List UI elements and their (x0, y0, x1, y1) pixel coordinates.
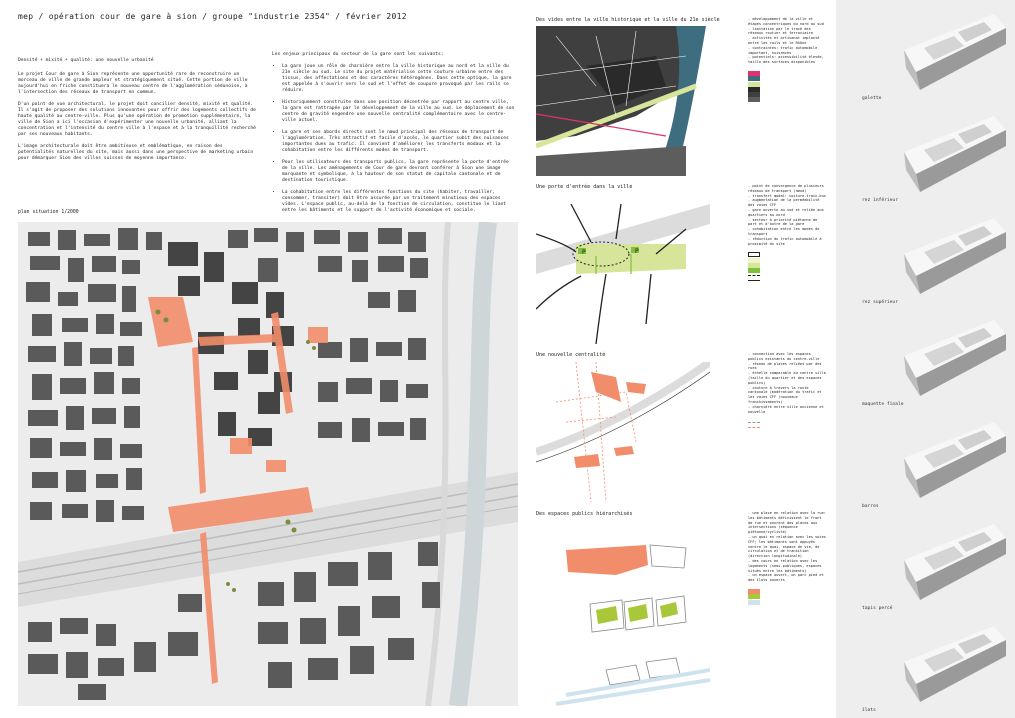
section-3-diagram (536, 362, 710, 502)
legend-item (748, 278, 828, 283)
section-2-title: Une porte d'entrée dans la ville (536, 184, 633, 190)
section-2-legend (748, 252, 828, 283)
section-3-title: Une nouvelle centralité (536, 352, 606, 358)
legend-swatch (748, 252, 760, 257)
site-plan-drawing (18, 222, 518, 706)
enjeux-item: • La gare joue un rôle de charnière entre la ville historique au nord et la ville du 21e siècle au sud. Le site du projet matérialise cette couture urbaine entre des tissus, des affectations et des caractères hétérogènes. Dans cette optique, la gare est appelée à s'ouvrir vers le sud et l'effet de coupure provoqué par les rails se réduire. (282, 64, 517, 94)
intro-column (18, 58, 258, 168)
model-label: maquette finale (862, 402, 904, 407)
plan-label: plan situation 1/2000 (18, 210, 79, 215)
intro-paragraph-3: L'image architecturale doit être ambitieuse et emblématique, en raison des potentialités naturelles du site, mais aussi dans une perspective de marketing urbain pour démarquer Sion des villes suisses de moyenne importance. (18, 144, 254, 161)
legend-swatch (748, 82, 760, 87)
model-image (894, 416, 1008, 506)
enjeux-column (272, 52, 517, 220)
enjeux-list (272, 64, 517, 214)
section-2-bullets: - point de convergence de plusieurs réseaux de transport (nœud) - transfert modal: voiture-train-bus - augmentation de la perméabilité des voies CFF - gare ouverte au sud et reliée aux quartiers au nord - secteur à priorité piétonne de part et d'autre de la gare - cohabitation entre les modes de transport - réduction du trafic automobile à proximité du site (748, 184, 826, 246)
section-1-legend (748, 71, 828, 103)
enjeux-heading: Les enjeux principaux du secteur de la gare sont les suivants: (272, 52, 444, 57)
section-1-text (748, 17, 828, 103)
section-1-diagram (536, 26, 710, 176)
section-4-diagram (536, 520, 710, 710)
section-2-text (748, 184, 828, 283)
intro-heading: Densité + mixité + qualité: une nouvelle urbanité (18, 58, 154, 63)
legend-item (748, 425, 828, 430)
legend-swatch (748, 92, 760, 97)
section-4-drawing (536, 520, 710, 710)
section-1-title: Des vides entre la ville historique et la ville du 21e siècle (536, 17, 720, 23)
enjeux-item: • Historiquement construite dans une position décentrée par rapport au centre ville, la gare est rattrapée par le développement de la ville au sud. Le déplacement de son centre de gravité engendre une nouvelle centralité complémentaire avec le centre-ville actuel. (282, 100, 517, 124)
enjeux-item: • La gare et ses abords directs sont le nœud principal des réseaux de transport de l'agglomération. Très attractif et facile d'accès, le quartier subit des nuisances importantes dues au trafic. Il convient d'améliorer les transferts modaux et la cohabitation entre les différents modes de transport. (282, 130, 517, 154)
legend-item (748, 600, 828, 605)
legend-item (748, 97, 828, 102)
model-image (894, 620, 1008, 710)
model-label: tapis percé (862, 606, 893, 611)
legend-swatch (748, 76, 760, 81)
section-2-diagram (536, 194, 710, 344)
svg-text:P: P (635, 248, 639, 255)
model-image (894, 518, 1008, 608)
section-1-drawing (536, 26, 710, 176)
section-4-legend (748, 589, 828, 605)
legend-swatch (748, 71, 760, 76)
enjeux-item: • Pour les utilisateurs des transports publics, la gare représente la porte d'entrée de la ville. Les aménagements de Cour de gare devront conférer à Sion une image marquante et symbolique, à la hauteur de son statut de capitale cantonale et de destination touristique. (282, 160, 517, 184)
intro-paragraph-1: Le projet Cour de gare à Sion représente une opportunité rare de reconstruire un morceau de ville de grande ampleur et stratégiquement situé. Cette portion de ville aujourd'hui en friche constituera le nouveau centre de l'agglomération sédunoise, à l'intersection des réseaux de transport en commun. (18, 72, 248, 95)
legend-swatch (748, 87, 760, 92)
section-1-bullets: - développement de la ville et étapes concentriques du nord au sud - limitation par le tracé des réseaux routier et ferroviaire - activités et artisanat implanté entre les rails et le Rhône - contraintes: trafic automobile important, nuisances - potentiels: accessibilité élevée, taille des surfaces disponibles (748, 17, 824, 65)
legend-swatch (748, 263, 760, 268)
enjeux-item: • La cohabitation entre les différentes fonctions du site (habiter, travailler, consommer, transiter) doit être assurée par un traitement minutieux des espaces vides. L'espace public, au-delà de la fonction de circulation, constitue le liant entre les bâtiments et le support de l'activité économique et sociale. (282, 190, 517, 214)
model-label: barres (862, 504, 879, 509)
section-3-drawing (536, 362, 710, 502)
model-label: rez inférieur (862, 198, 898, 203)
section-3-text (748, 352, 828, 430)
model-image (894, 8, 1008, 98)
legend-swatch (748, 97, 760, 102)
legend-swatch (748, 268, 760, 273)
site-plan (18, 222, 518, 706)
section-4-text (748, 511, 828, 605)
model-image (894, 110, 1008, 200)
model-label: rez supérieur (862, 300, 898, 305)
legend-swatch (748, 594, 760, 599)
intro-paragraph-2: D'un point de vue architectural, le projet doit concilier densité, mixité et qualité. Il s'agit de proposer des solutions innovantes pour offrir des logements collectifs de haute qualité au centre-ville. Plus qu'une opération de promotion supplémentaire, la ville de Sion a ici l'occasion d'expérimenter une nouvelle urbanité, alliant la concentration et l'intensité du centre ville à l'espace et à la tranquillité recherché par ses nouveaux habitants. (18, 102, 256, 137)
page-title: mep / opération cour de gare à sion / groupe "industrie 2354" / février 2012 (18, 12, 407, 21)
legend-swatch (748, 427, 760, 428)
legend-swatch (748, 600, 760, 605)
legend-swatch (748, 258, 760, 263)
legend-swatch (748, 275, 760, 276)
legend-swatch (748, 422, 760, 423)
section-3-bullets: - connection avec les espaces publics existants du centre-ville - réseau de places reliées par des rues - échelle comparable au centre ville (taille du quartier et des espaces publics) - couture à travers la route cantonale (modération du trafic et les voies CFF (nouveaux franchissements) - charnière entre ville ancienne et nouvelle (748, 352, 826, 414)
section-3-legend (748, 420, 828, 430)
legend-swatch (748, 589, 760, 594)
model-image (894, 212, 1008, 302)
section-4-title: Des espaces publics hiérarchisés (536, 511, 633, 517)
legend-swatch (748, 280, 760, 281)
model-label: galette (862, 96, 882, 101)
models-strip (836, 0, 1015, 718)
model-image (894, 314, 1008, 404)
model-label: îlots (862, 708, 876, 713)
svg-text:P: P (582, 249, 586, 256)
section-2-drawing (536, 194, 710, 344)
section-4-bullets: - une place en relation avec la rue: les bâtiments définissent le front de rue et ouvrent des places aux intersections (séquence piétonne/cycliste) - un quai en relation avec les voies CFF; les bâtiments sont appuyés contre le quai, espace de vie, de circulation et de transition (direction longitudinale) - des cours en relation avec les logements (semi-publiques, espaces situés entre les bâtiments) - un espace ouvert, un parc pied et des îlots ouverts (748, 511, 826, 583)
